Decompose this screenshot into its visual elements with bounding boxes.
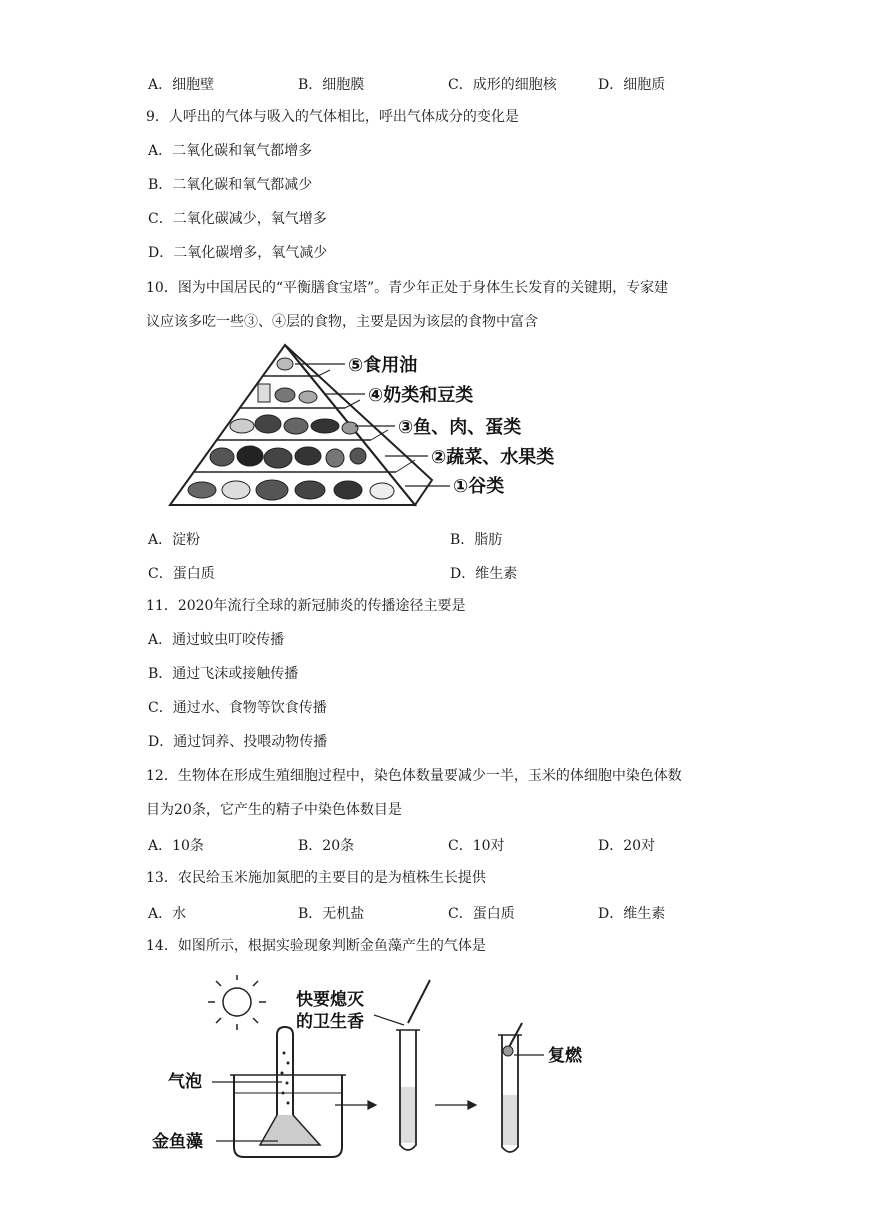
food-items-layer4 <box>258 384 317 403</box>
q10-options-row1 <box>148 529 502 549</box>
incense-stick-2 <box>508 1023 522 1049</box>
q10-option-a: A．淀粉 <box>148 532 201 548</box>
pyramid-label-meat: ③鱼、肉、蛋类 <box>398 417 522 438</box>
label-relight: 复燃 <box>548 1046 582 1066</box>
q13-option-a: A．水 <box>148 906 187 922</box>
test-tube-3-gas <box>503 1095 517 1145</box>
q13-option-d: D．维生素 <box>598 906 666 922</box>
food-items-layer2 <box>210 446 366 468</box>
q9-option-a: A．二氧化碳和氧气都增多 <box>148 143 313 159</box>
q12-stem-line2: 目为20条，它产生的精子中染色体数目是 <box>146 802 402 818</box>
q12-option-a: A．10条 <box>148 838 204 854</box>
q9-stem: 9．人呼出的气体与吸入的气体相比，呼出气体成分的变化是 <box>146 109 519 125</box>
incense-stick-1 <box>408 980 430 1023</box>
q10-stem-line2: 议应该多吃一些③、④层的食物，主要是因为该层的食物中富含 <box>146 314 538 330</box>
pyramid-label-dairy: ④奶类和豆类 <box>368 385 474 406</box>
q10-option-d: D．维生素 <box>450 566 518 582</box>
experiment-figure <box>150 975 620 1170</box>
pyramid-label-grains: ①谷类 <box>453 476 505 497</box>
q12-stem-line1: 12．生物体在形成生殖细胞过程中，染色体数量要减少一半，玉米的体细胞中染色体数 <box>146 768 682 784</box>
arrow-right-icon <box>435 1101 476 1109</box>
q8-option-d: D．细胞质 <box>598 77 666 93</box>
bubbles <box>281 1052 290 1105</box>
q13-option-b: B．无机盐 <box>298 906 365 922</box>
test-tube-2-gas <box>401 1087 415 1143</box>
q11-option-c: C．通过水、食物等饮食传播 <box>148 700 327 716</box>
q12-options <box>148 835 655 855</box>
q12-option-b: B．20条 <box>298 838 355 854</box>
food-items-layer3 <box>230 415 358 434</box>
q13-stem: 13．农民给玉米施加氮肥的主要目的是为植株生长提供 <box>146 870 486 886</box>
q10-stem-line1: 10．图为中国居民的“平衡膳食宝塔”。青少年正处于身体生长发育的关键期，专家建 <box>146 280 669 296</box>
q10-option-b: B．脂肪 <box>450 532 503 548</box>
q14-stem: 14．如图所示，根据实验现象判断金鱼藻产生的气体是 <box>146 938 486 954</box>
q12-option-c: C．10对 <box>448 838 505 854</box>
q11-option-b: B．通过飞沫或接触传播 <box>148 666 299 682</box>
q8-option-a: A．细胞壁 <box>148 77 215 93</box>
pyramid-label-vegetables: ②蔬菜、水果类 <box>431 447 555 468</box>
q11-option-d: D．通过饲养、投喂动物传播 <box>148 734 328 750</box>
sun-icon <box>208 975 266 1030</box>
q11-option-a: A．通过蚊虫叮咬传播 <box>148 632 285 648</box>
food-pyramid-figure <box>160 340 600 515</box>
pyramid-label-oil: ⑤食用油 <box>348 355 418 376</box>
q9-option-d: D．二氧化碳增多，氧气减少 <box>148 245 328 261</box>
q10-option-c: C．蛋白质 <box>148 566 215 582</box>
q8-option-c: C．成形的细胞核 <box>448 77 557 93</box>
q13-option-c: C．蛋白质 <box>448 906 515 922</box>
q11-stem: 11．2020年流行全球的新冠肺炎的传播途径主要是 <box>146 598 466 614</box>
food-items-layer1 <box>188 480 394 500</box>
q8-option-b: B．细胞膜 <box>298 77 365 93</box>
q13-options <box>148 903 665 923</box>
q8-options <box>148 74 665 94</box>
inverted-test-tube <box>277 1027 293 1115</box>
label-bubbles: 气泡 <box>168 1072 202 1092</box>
q9-option-c: C．二氧化碳减少，氧气增多 <box>148 211 327 227</box>
label-incense-line1: 快要熄灭 <box>296 990 364 1010</box>
label-incense-line2: 的卫生香 <box>296 1012 364 1032</box>
label-plant: 金鱼藻 <box>152 1132 203 1152</box>
q12-option-d: D．20对 <box>598 838 656 854</box>
q10-options-row2 <box>148 563 517 583</box>
food-items-layer5 <box>277 358 293 370</box>
q9-option-b: B．二氧化碳和氧气都减少 <box>148 177 313 193</box>
